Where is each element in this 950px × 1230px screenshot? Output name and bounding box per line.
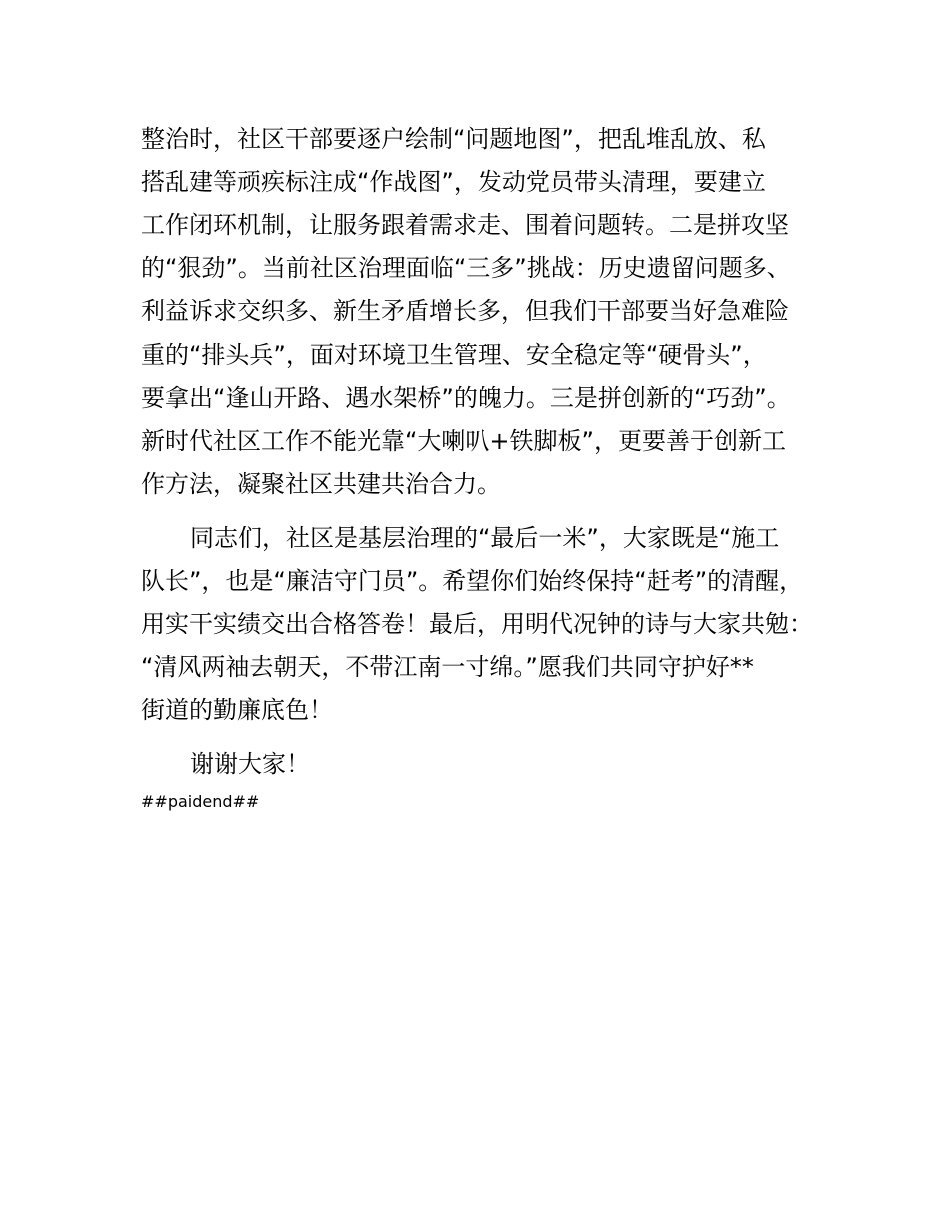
- paragraph-1-line-1: 整治时，社区干部要逐户绘制“问题地图”，把乱堆乱放、私: [141, 125, 766, 153]
- paragraph-1-line-7: 要拿出“逢山开路、遇水架桥”的魄力。三是拼创新的“巧劲”。: [141, 384, 791, 412]
- paragraph-2-line-3: 用实干实绩交出合格答卷！最后，用明代况钟的诗与大家共勉：: [141, 610, 813, 638]
- paragraph-1-line-5: 利益诉求交织多、新生矛盾增长多，但我们干部要当好急难险: [141, 297, 789, 325]
- paragraph-2-line-4: “清风两袖去朝天，不带江南一寸绵。”愿我们共同守护好**: [141, 653, 754, 681]
- closing-line: 谢谢大家！: [190, 750, 310, 778]
- paragraph-2-line-2: 队长”，也是“廉洁守门员”。希望你们始终保持“赶考”的清醒，: [141, 567, 804, 595]
- paragraph-1-line-2: 搭乱建等顽疾标注成“作战图”，发动党员带头清理，要建立: [141, 168, 766, 196]
- paragraph-1-line-6: 重的“排头兵”，面对环境卫生管理、安全稳定等“硬骨头”，: [141, 341, 767, 369]
- end-marker: ##paidend##: [141, 792, 260, 811]
- paragraph-2-line-1: 同志们，社区是基层治理的“最后一米”，大家既是“施工: [190, 524, 780, 552]
- paragraph-1-line-8: 新时代社区工作不能光靠“大喇叭+铁脚板”，更要善于创新工: [141, 427, 786, 455]
- paragraph-1-line-3: 工作闭环机制，让服务跟着需求走、围着问题转。二是拼攻坚: [141, 211, 789, 239]
- paragraph-1-line-9: 作方法，凝聚社区共建共治合力。: [141, 470, 501, 498]
- paragraph-2-line-5: 街道的勤廉底色！: [141, 696, 333, 724]
- paragraph-1-line-4: 的“狠劲”。当前社区治理面临“三多”挑战：历史遗留问题多、: [141, 254, 791, 282]
